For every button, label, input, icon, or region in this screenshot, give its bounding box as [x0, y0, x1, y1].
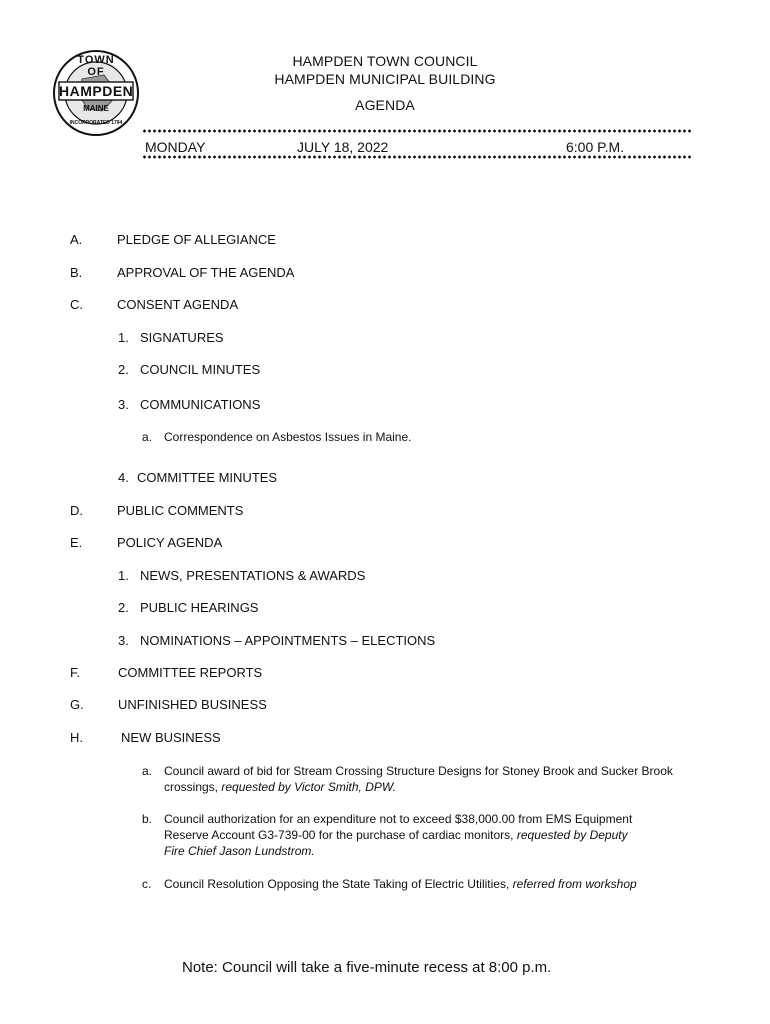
consent-item-number: 4. — [118, 470, 129, 485]
dotted-rule-top — [142, 129, 692, 133]
consent-item-number: 1. — [118, 330, 129, 345]
new-business-item-text: Council award of bid for Stream Crossing Structure Designs for Stoney Brook and Sucker Brook crossings, requested by Victor Smith, DPW. — [164, 764, 673, 794]
dotted-rule-bottom — [142, 155, 692, 159]
consent-item-title: COUNCIL MINUTES — [140, 362, 261, 377]
policy-item-title: NEWS, PRESENTATIONS & AWARDS — [140, 568, 366, 583]
section-a-title: PLEDGE OF ALLEGIANCE — [117, 232, 276, 247]
meeting-day: MONDAY — [145, 139, 206, 155]
new-business-item-letter: b. — [142, 812, 153, 826]
section-f-letter: F. — [70, 665, 81, 680]
section-g-letter: G. — [70, 697, 84, 712]
requested-by: requested by Deputy Fire Chief Jason Lundstrom. — [164, 828, 628, 858]
requested-by: requested by Victor Smith, DPW. — [221, 780, 397, 794]
section-d-title: PUBLIC COMMENTS — [117, 503, 244, 518]
section-h-title: NEW BUSINESS — [121, 730, 221, 745]
seal-name-text: HAMPDEN — [59, 83, 134, 99]
policy-item-number: 3. — [118, 633, 129, 648]
seal-state-text: MAINE — [83, 104, 109, 113]
recess-note: Note: Council will take a five-minute recess at 8:00 p.m. — [182, 959, 552, 976]
section-f-title: COMMITTEE REPORTS — [118, 665, 263, 680]
section-b-letter: B. — [70, 265, 83, 280]
consent-item-number: 3. — [118, 397, 129, 412]
meeting-date: JULY 18, 2022 — [297, 139, 389, 155]
header-building-name: HAMPDEN MUNICIPAL BUILDING — [274, 71, 496, 87]
consent-item-title: COMMUNICATIONS — [140, 397, 261, 412]
header-council-name: HAMPDEN TOWN COUNCIL — [292, 53, 478, 69]
section-e-letter: E. — [70, 535, 83, 550]
consent-item-number: 2. — [118, 362, 129, 377]
section-h-letter: H. — [70, 730, 83, 745]
seal-top-text: TOWN OF — [77, 54, 115, 78]
section-c-title: CONSENT AGENDA — [117, 297, 239, 312]
meeting-time: 6:00 P.M. — [566, 139, 625, 155]
policy-item-title: PUBLIC HEARINGS — [140, 600, 259, 615]
consent-item-title: SIGNATURES — [140, 330, 224, 345]
consent-item-title: COMMITTEE MINUTES — [137, 470, 278, 485]
communication-item-text: Correspondence on Asbestos Issues in Maine. — [164, 430, 412, 444]
new-business-item-text: Council Resolution Opposing the State Taking of Electric Utilities, referred from workshop — [164, 877, 637, 891]
section-g-title: UNFINISHED BUSINESS — [118, 697, 267, 712]
policy-item-number: 1. — [118, 568, 129, 583]
seal-bottom-text: INCORPORATED 1794 — [69, 120, 123, 126]
section-b-title: APPROVAL OF THE AGENDA — [117, 265, 295, 280]
new-business-item-text: Council authorization for an expenditure not to exceed $38,000.00 from EMS Equipment Reserve Account G3-739-00 for the purchase of cardiac monitors, requested by Deputy Fire Chief Jason Lundstrom. — [164, 812, 633, 858]
section-e-title: POLICY AGENDA — [117, 535, 223, 550]
policy-item-number: 2. — [118, 600, 129, 615]
header-agenda-title: AGENDA — [355, 97, 415, 113]
new-business-item-letter: a. — [142, 764, 153, 778]
policy-item-title: NOMINATIONS – APPOINTMENTS – ELECTIONS — [140, 633, 436, 648]
section-c-letter: C. — [70, 297, 83, 312]
communication-item-letter: a. — [142, 430, 153, 444]
section-d-letter: D. — [70, 503, 83, 518]
new-business-item-letter: c. — [142, 877, 152, 891]
section-a-letter: A. — [70, 232, 83, 247]
referred-from: referred from workshop — [512, 877, 637, 891]
